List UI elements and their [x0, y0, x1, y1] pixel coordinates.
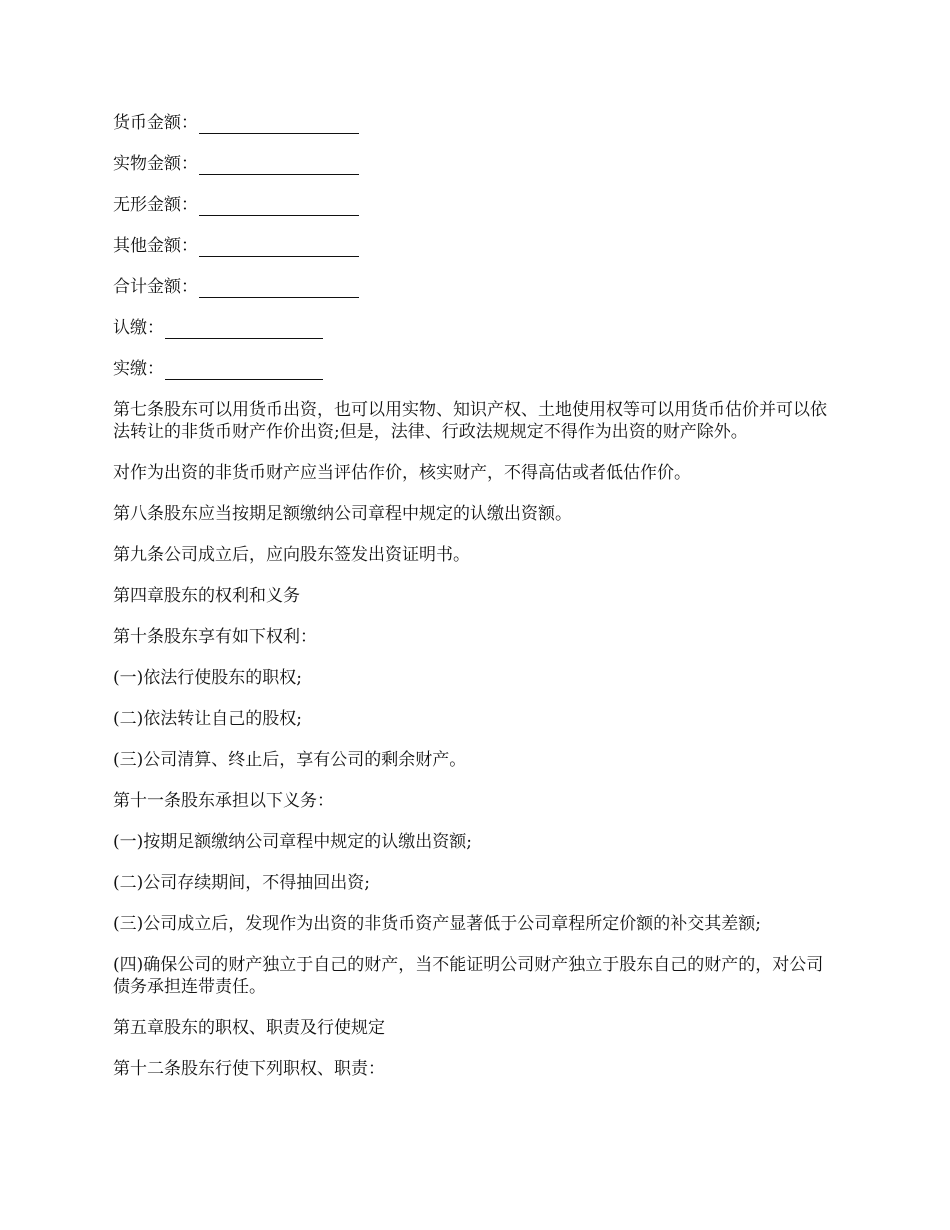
article-7-valuation: 对作为出资的非货币财产应当评估作价，核实财产，不得高估或者低估作价。	[113, 463, 691, 483]
blank-underline[interactable]	[199, 115, 359, 134]
field-subscribed	[113, 317, 833, 339]
article-10: 第十条股东享有如下权利：	[113, 627, 317, 647]
blank-underline[interactable]	[199, 279, 359, 298]
duty-item-2: (二)公司存续期间，不得抽回出资;	[113, 873, 370, 893]
field-currency-amount	[113, 112, 833, 134]
right-item-1: (一)依法行使股东的职权;	[113, 668, 302, 688]
field-intangible-amount	[113, 194, 833, 216]
duty-item-3: (三)公司成立后，发现作为出资的非货币资产显著低于公司章程所定价额的补交其差额;	[113, 914, 761, 934]
blank-underline[interactable]	[199, 156, 359, 175]
field-other-amount	[113, 235, 833, 257]
article-11: 第十一条股东承担以下义务：	[113, 791, 334, 811]
chapter-5-heading: 第五章股东的职权、职责及行使规定	[113, 1018, 385, 1038]
field-paid-in	[113, 358, 833, 380]
field-total-amount	[113, 276, 833, 298]
blank-underline[interactable]	[199, 197, 359, 216]
field-label: 实缴：	[113, 359, 164, 379]
article-7: 第七条股东可以用货币出资，也可以用实物、知识产权、土地使用权等可以用货币估价并可以依法转让的非货币财产作价出资;但是，法律、行政法规规定不得作为出资的财产除外。	[113, 400, 827, 442]
duty-item-1: (一)按期足额缴纳公司章程中规定的认缴出资额;	[113, 832, 472, 852]
field-label: 其他金额：	[113, 236, 198, 256]
blank-underline[interactable]	[199, 238, 359, 257]
field-physical-amount	[113, 153, 833, 175]
field-label: 合计金额：	[113, 277, 198, 297]
article-12: 第十二条股东行使下列职权、职责：	[113, 1059, 385, 1079]
blank-underline[interactable]	[165, 361, 323, 380]
field-label: 无形金额：	[113, 195, 198, 215]
article-9: 第九条公司成立后，应向股东签发出资证明书。	[113, 545, 470, 565]
right-item-2: (二)依法转让自己的股权;	[113, 709, 302, 729]
article-8: 第八条股东应当按期足额缴纳公司章程中规定的认缴出资额。	[113, 504, 572, 524]
field-label: 货币金额：	[113, 113, 198, 133]
right-item-3: (三)公司清算、终止后，享有公司的剩余财产。	[113, 750, 467, 770]
field-label: 认缴：	[113, 318, 164, 338]
blank-underline[interactable]	[165, 320, 323, 339]
duty-item-4: (四)确保公司的财产独立于自己的财产，当不能证明公司财产独立于股东自己的财产的，对公司债务承担连带责任。	[113, 955, 824, 997]
field-label: 实物金额：	[113, 154, 198, 174]
document-body	[113, 112, 833, 1099]
chapter-4-heading: 第四章股东的权利和义务	[113, 586, 300, 606]
